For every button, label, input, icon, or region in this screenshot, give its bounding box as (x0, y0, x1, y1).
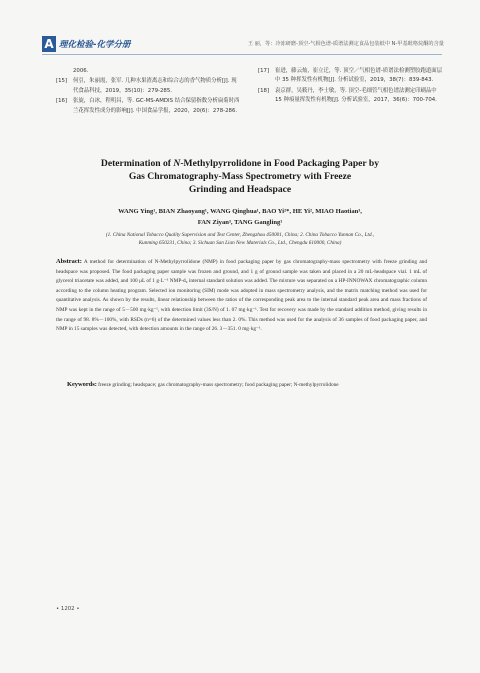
reference-number: [15] (56, 78, 68, 85)
title-text: -Methylpyrrolidone in Food Packaging Paper by (180, 158, 380, 169)
journal-name: 理化检验-化学分册 (59, 40, 131, 50)
reference-text: 袁京群，吴筱丹，李士敏，等. 顶空-毛细管气相色谱法测定印刷品中 15 种痕量挥发性有机物[J]. 分析试验室，2017，36(6)：700-704. (275, 87, 437, 104)
authors-line-2: FAN Ziyan³, TANG Gangling¹ (197, 218, 283, 226)
abstract (56, 257, 427, 335)
title-line-2: Gas Chromatography-Mass Spectrometry with Freeze (128, 171, 352, 183)
english-title (40, 157, 440, 197)
reference-number: [16] (56, 98, 68, 105)
title-line-3: Grinding and Headspace (188, 184, 292, 196)
references-left-column (56, 67, 241, 117)
title-italic-text: N (173, 158, 181, 169)
affiliation-line-2: Kunming 650231, China; 3. Sichuan San Lian New Materials Co., Ltd., Chengdu 610000, China) (138, 240, 342, 247)
title-text: Determination of (100, 158, 174, 169)
page-number: • 1202 • (56, 606, 80, 612)
reference-text: 何引，朱丽霞，张军. 几种水果渣离志和综合志的香气物质分析[J]. 现代食品科技，2019，35(10)：279-285. (73, 78, 237, 94)
reference-item (56, 97, 241, 116)
journal-logo: A (42, 36, 56, 52)
reference-text: 崔进，藤云灿，崔立迁，等. 顶空／气相色谱-质谱法检测塑胶跑道面层中 35 种挥发性有机物[J]. 分析试验室，2019，38(7)：839-843. (275, 68, 443, 84)
reference-number: [18] (258, 87, 270, 94)
author-list (40, 207, 440, 228)
page-header (42, 36, 442, 52)
keywords-label: Keywords: (67, 381, 97, 388)
reference-text: 张旋，白冰，程明昌，等. GC-MS-AMDIS 结合保留指数分析扁菊时西兰花挥发性成分的影响[J]. 中国食品学报，2020，20(6)：278-286. (73, 98, 240, 114)
keywords-text: freeze grinding; headspace; gas chromatography-mass spectrometry; food packaging paper; N-methylpyrrolidone (98, 382, 339, 388)
affiliation-line-1: (1. China National Tobacco Quality Supervision and Test Center, Zhengzhou 450001, China; 2. China Tobacco Yunnan Co., Ltd., (105, 232, 375, 238)
keywords (67, 380, 429, 390)
authors-line-1: WANG Ying¹, BIAN Zhaoyang¹, WANG Qinghua¹, BAO Yi²*, HE Yi², MIAO Haotian³, (118, 208, 362, 215)
title-line-1 (40, 157, 440, 170)
header-divider (42, 54, 442, 55)
affiliations (52, 231, 428, 248)
abstract-label: Abstract: (56, 258, 82, 265)
reference-item (258, 67, 443, 86)
reference-item (258, 87, 443, 106)
reference-number: [17] (258, 68, 270, 74)
references-right-column (258, 67, 443, 107)
abstract-text: A method for determination of N-Methylpyrrolidone (NMP) in food packaging paper by gas chromatography-mass spectrometry with freeze grinding and headspace was proposed. The food packaging paper sample was frozen and ground, and 1 g of ground sample was taken and placed in a 20 mL-headspace vial. 1 mL of glycerol triacetate was added, and 100 μL of 1 g·L⁻¹ NMP-d₉ internal standard solution was added. The mixture was separated on a HP-INNOWAX chromatographic column according to the column heating program. Selected ion monitoring (SIM) mode was adopted in mass spectrometry analysis, and the matrix matching method was used for quantitative analysis. As shown by the results, linear relationship between the ratios of the corresponding peak area to the internal standard peak area and mass fractions of NMP was kept in the range of 5－500 mg·kg⁻¹, with detection limit (3S/N) of 1. 07 mg·kg⁻¹. Test for recovery was made by the standard addition method, giving results in the range of 98. 8%－100%, with RSDs (n=6) of the determined values less than 2. 0%. This method was used for the analysis of 36 samples of food packaging paper, and NMP in 15 samples was detected, with detection amounts in the range of 26. 3－351. 0 mg·kg⁻¹. (56, 259, 427, 333)
running-title: 王 丽，等：冷冻研磨-顶空-气相色谱-质谱法测定食品包装纸中 N-甲基吡咯烷酮的含量 (247, 41, 444, 47)
reference-item (56, 77, 241, 96)
reference-continuation: 2006. (73, 68, 89, 74)
